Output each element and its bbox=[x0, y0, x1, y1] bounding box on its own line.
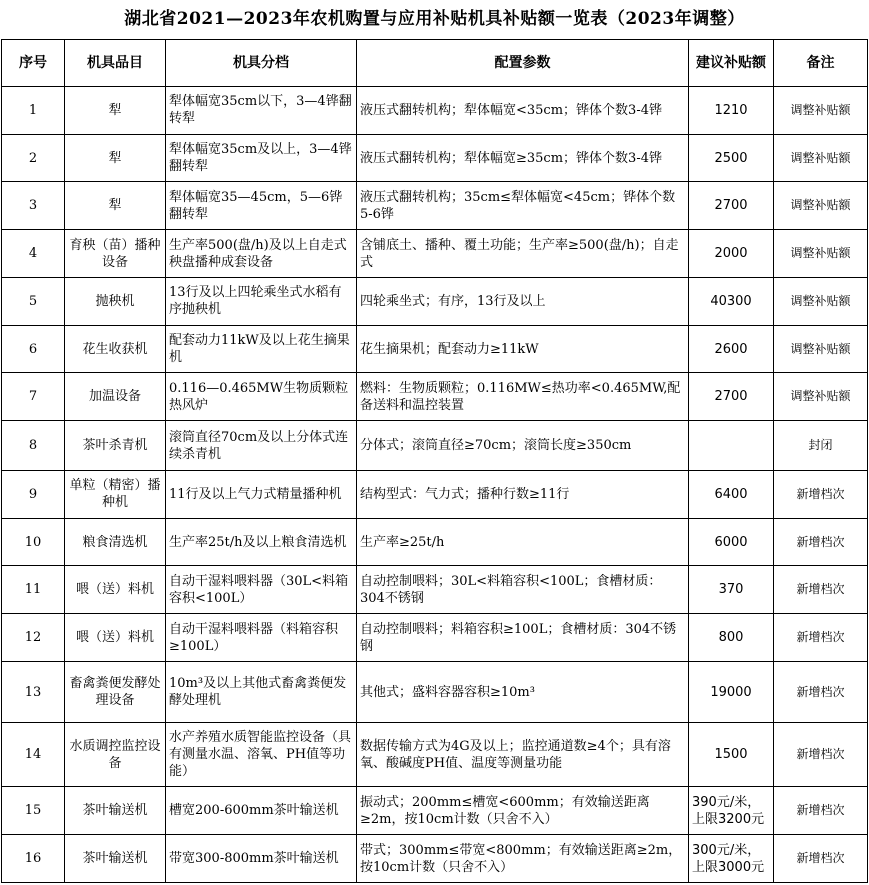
cell-item: 水质调控监控设备 bbox=[65, 723, 166, 787]
cell-config: 生产率≥25t/h bbox=[357, 518, 689, 566]
table-row bbox=[2, 230, 868, 278]
cell-subsidy: 1210 bbox=[689, 87, 774, 135]
header-subsidy: 建议补贴额 bbox=[689, 40, 774, 87]
cell-tier: 自动干湿料喂料器（30L<料箱容积<100L） bbox=[166, 566, 357, 614]
header-note: 备注 bbox=[774, 40, 868, 87]
cell-subsidy: 2500 bbox=[689, 134, 774, 182]
cell-config: 其他式；盛料容器容积≥10m³ bbox=[357, 661, 689, 722]
table-row bbox=[2, 373, 868, 421]
cell-item: 犁 bbox=[65, 182, 166, 230]
table-row bbox=[2, 518, 868, 566]
cell-subsidy: 2000 bbox=[689, 230, 774, 278]
cell-item: 茶叶输送机 bbox=[65, 835, 166, 883]
header-tier: 机具分档 bbox=[166, 40, 357, 87]
cell-note: 封闭 bbox=[774, 421, 868, 471]
cell-item: 茶叶输送机 bbox=[65, 787, 166, 835]
cell-tier: 13行及以上四轮乘坐式水稻有序抛秧机 bbox=[166, 277, 357, 325]
table-row bbox=[2, 325, 868, 373]
cell-config: 含铺底土、播种、覆土功能；生产率≥500(盘/h)；自走式 bbox=[357, 230, 689, 278]
header-item: 机具品目 bbox=[65, 40, 166, 87]
cell-item: 花生收获机 bbox=[65, 325, 166, 373]
cell-index: 14 bbox=[2, 723, 65, 787]
cell-index: 11 bbox=[2, 566, 65, 614]
cell-tier: 犁体幅宽35—45cm，5—6铧翻转犁 bbox=[166, 182, 357, 230]
cell-index: 16 bbox=[2, 835, 65, 883]
cell-item: 犁 bbox=[65, 87, 166, 135]
cell-config: 花生摘果机；配套动力≥11kW bbox=[357, 325, 689, 373]
cell-subsidy: 390元/米，上限3200元 bbox=[689, 787, 774, 835]
cell-index: 2 bbox=[2, 134, 65, 182]
cell-config: 振动式；200mm≤槽宽<600mm；有效输送距离≥2m，按10cm计数（只舍不入） bbox=[357, 787, 689, 835]
cell-config: 液压式翻转机构；犁体幅宽<35cm；铧体个数3-4铧 bbox=[357, 87, 689, 135]
cell-item: 喂（送）料机 bbox=[65, 566, 166, 614]
cell-config: 燃料：生物质颗粒；0.116MW≤热功率<0.465MW,配备送料和温控装置 bbox=[357, 373, 689, 421]
cell-index: 13 bbox=[2, 661, 65, 722]
cell-tier: 11行及以上气力式精量播种机 bbox=[166, 470, 357, 518]
cell-tier: 自动干湿料喂料器（料箱容积≥100L） bbox=[166, 614, 357, 662]
table-row bbox=[2, 566, 868, 614]
cell-index: 9 bbox=[2, 470, 65, 518]
cell-tier: 生产率500(盘/h)及以上自走式秧盘播种成套设备 bbox=[166, 230, 357, 278]
cell-item: 喂（送）料机 bbox=[65, 614, 166, 662]
cell-note: 新增档次 bbox=[774, 614, 868, 662]
cell-subsidy: 800 bbox=[689, 614, 774, 662]
cell-index: 4 bbox=[2, 230, 65, 278]
cell-index: 3 bbox=[2, 182, 65, 230]
table-row bbox=[2, 134, 868, 182]
table-header-row bbox=[2, 40, 868, 87]
cell-config: 四轮乘坐式；有序，13行及以上 bbox=[357, 277, 689, 325]
cell-config: 带式；300mm≤带宽<800mm；有效输送距离≥2m，按10cm计数（只舍不入） bbox=[357, 835, 689, 883]
cell-index: 6 bbox=[2, 325, 65, 373]
cell-note: 新增档次 bbox=[774, 661, 868, 722]
cell-subsidy: 19000 bbox=[689, 661, 774, 722]
cell-note: 调整补贴额 bbox=[774, 87, 868, 135]
table-row bbox=[2, 421, 868, 471]
header-config: 配置参数 bbox=[357, 40, 689, 87]
cell-tier: 0.116—0.465MW生物质颗粒热风炉 bbox=[166, 373, 357, 421]
table-row bbox=[2, 787, 868, 835]
cell-tier: 犁体幅宽35cm以下，3—4铧翻转犁 bbox=[166, 87, 357, 135]
page-title: 湖北省2021—2023年农机购置与应用补贴机具补贴额一览表（2023年调整） bbox=[124, 9, 745, 29]
cell-note: 调整补贴额 bbox=[774, 134, 868, 182]
table-row bbox=[2, 277, 868, 325]
cell-subsidy: 40300 bbox=[689, 277, 774, 325]
cell-item: 茶叶杀青机 bbox=[65, 421, 166, 471]
cell-subsidy: 2700 bbox=[689, 373, 774, 421]
cell-config: 数据传输方式为4G及以上；监控通道数≥4个；具有溶氧、酸碱度PH值、温度等测量功能 bbox=[357, 723, 689, 787]
cell-config: 结构型式：气力式；播种行数≥11行 bbox=[357, 470, 689, 518]
cell-subsidy: 2600 bbox=[689, 325, 774, 373]
table-row bbox=[2, 87, 868, 135]
cell-item: 抛秧机 bbox=[65, 277, 166, 325]
cell-note: 调整补贴额 bbox=[774, 230, 868, 278]
cell-note: 调整补贴额 bbox=[774, 182, 868, 230]
cell-index: 8 bbox=[2, 421, 65, 471]
cell-note: 新增档次 bbox=[774, 566, 868, 614]
cell-item: 育秧（苗）播种设备 bbox=[65, 230, 166, 278]
cell-index: 1 bbox=[2, 87, 65, 135]
cell-subsidy: 370 bbox=[689, 566, 774, 614]
cell-note: 调整补贴额 bbox=[774, 325, 868, 373]
table-row bbox=[2, 614, 868, 662]
cell-subsidy: 6000 bbox=[689, 518, 774, 566]
cell-subsidy: 1500 bbox=[689, 723, 774, 787]
table-row bbox=[2, 661, 868, 722]
cell-tier: 配套动力11kW及以上花生摘果机 bbox=[166, 325, 357, 373]
cell-config: 自动控制喂料；料箱容积≥100L；食槽材质：304不锈钢 bbox=[357, 614, 689, 662]
cell-note: 新增档次 bbox=[774, 470, 868, 518]
cell-note: 新增档次 bbox=[774, 835, 868, 883]
cell-config: 分体式；滚筒直径≥70cm；滚筒长度≥350cm bbox=[357, 421, 689, 471]
cell-tier: 带宽300-800mm茶叶输送机 bbox=[166, 835, 357, 883]
table-row bbox=[2, 835, 868, 883]
cell-item: 畜禽粪便发酵处理设备 bbox=[65, 661, 166, 722]
subsidy-table bbox=[1, 39, 868, 883]
cell-note: 新增档次 bbox=[774, 518, 868, 566]
cell-note: 新增档次 bbox=[774, 723, 868, 787]
cell-tier: 水产养殖水质智能监控设备（具有测量水温、溶氧、PH值等功能） bbox=[166, 723, 357, 787]
cell-item: 单粒（精密）播种机 bbox=[65, 470, 166, 518]
cell-item: 粮食清选机 bbox=[65, 518, 166, 566]
table-row bbox=[2, 723, 868, 787]
cell-index: 15 bbox=[2, 787, 65, 835]
cell-config: 液压式翻转机构；犁体幅宽≥35cm；铧体个数3-4铧 bbox=[357, 134, 689, 182]
cell-tier: 槽宽200-600mm茶叶输送机 bbox=[166, 787, 357, 835]
cell-tier: 生产率25t/h及以上粮食清选机 bbox=[166, 518, 357, 566]
cell-item: 加温设备 bbox=[65, 373, 166, 421]
cell-index: 12 bbox=[2, 614, 65, 662]
cell-item: 犁 bbox=[65, 134, 166, 182]
cell-note: 新增档次 bbox=[774, 787, 868, 835]
table-row bbox=[2, 182, 868, 230]
cell-config: 自动控制喂料；30L<料箱容积<100L；食槽材质：304不锈钢 bbox=[357, 566, 689, 614]
cell-config: 液压式翻转机构；35cm≤犁体幅宽<45cm；铧体个数5-6铧 bbox=[357, 182, 689, 230]
cell-subsidy: 300元/米，上限3000元 bbox=[689, 835, 774, 883]
cell-subsidy bbox=[689, 421, 774, 471]
cell-index: 7 bbox=[2, 373, 65, 421]
cell-subsidy: 6400 bbox=[689, 470, 774, 518]
cell-index: 10 bbox=[2, 518, 65, 566]
header-index: 序号 bbox=[2, 40, 65, 87]
cell-tier: 10m³及以上其他式畜禽粪便发酵处理机 bbox=[166, 661, 357, 722]
cell-index: 5 bbox=[2, 277, 65, 325]
cell-note: 调整补贴额 bbox=[774, 277, 868, 325]
cell-subsidy: 2700 bbox=[689, 182, 774, 230]
cell-tier: 滚筒直径70cm及以上分体式连续杀青机 bbox=[166, 421, 357, 471]
cell-tier: 犁体幅宽35cm及以上，3—4铧翻转犁 bbox=[166, 134, 357, 182]
table-row bbox=[2, 470, 868, 518]
cell-note: 调整补贴额 bbox=[774, 373, 868, 421]
